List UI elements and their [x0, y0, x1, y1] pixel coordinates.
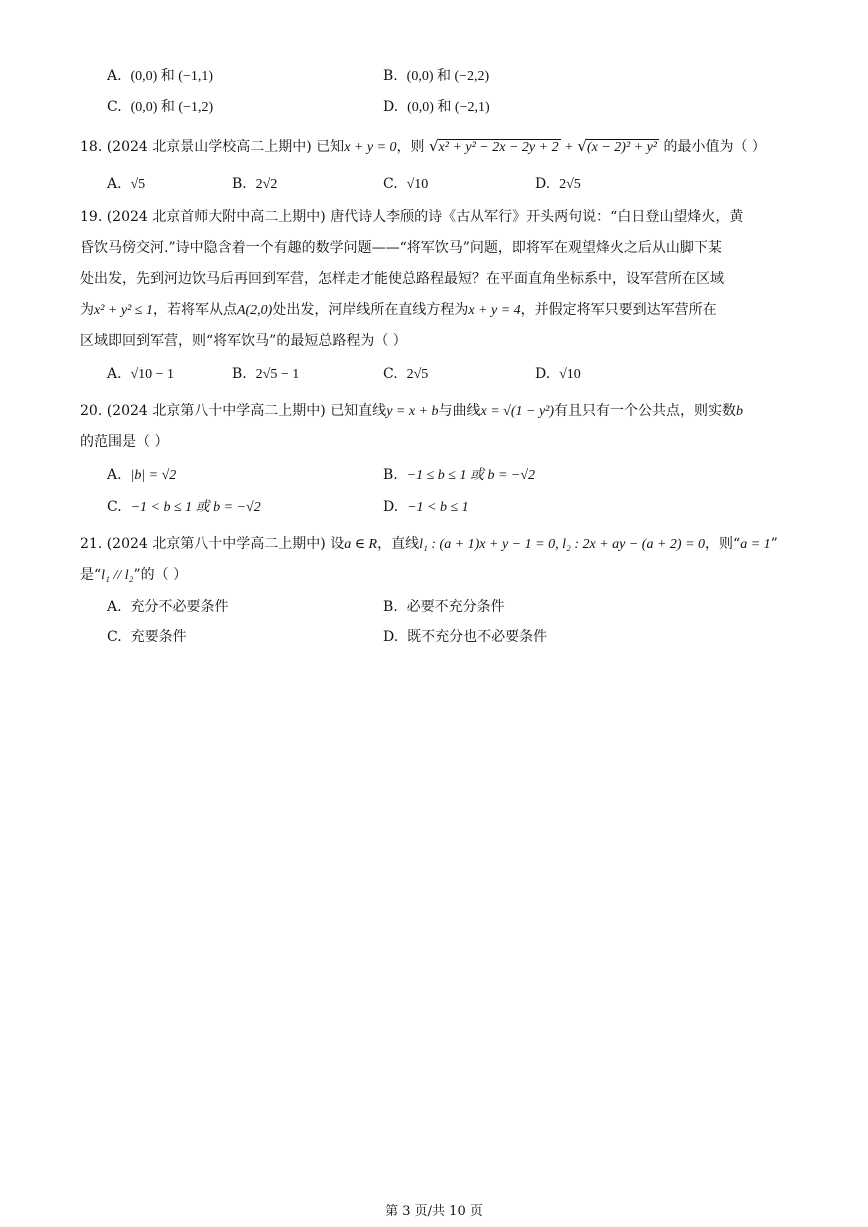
q21-option-b: B. 必要不充分条件 [383, 599, 505, 615]
q17-option-d: D. (0,0) 和 (−2,1) [383, 99, 490, 115]
q20-option-d: D. −1 < b ≤ 1 [383, 499, 469, 515]
question-source: (2024 北京首师大附中高二上期中) [106, 209, 326, 225]
q20-stem-line-2: 的范围是（ ） [80, 434, 169, 450]
q21-option-c: C. 充要条件 [107, 629, 187, 645]
q19-option-a: A. √10 − 1 [107, 366, 175, 382]
q19-option-c: C. 2√5 [383, 366, 429, 382]
q18-option-d: D. 2√5 [535, 176, 581, 192]
q18-option-a: A. √5 [107, 176, 146, 192]
q19-stem-line-3: 处出发，先到河边饮马后再回到军营，怎样走才能使总路程最短？在平面直角坐标系中，设军营所在区域 [80, 271, 724, 287]
question-number: 20. [80, 403, 103, 419]
q19-stem-line-2: 昏饮马傍交河.”诗中隐含着一个有趣的数学问题——“将军饮马”问题，即将军在观望烽火之后从山脚下某 [80, 240, 722, 256]
q17-option-c: C. (0,0) 和 (−1,2) [107, 99, 214, 115]
question-number: 18. [80, 139, 103, 155]
question-source: (2024 北京第八十中学高二上期中) [106, 536, 326, 552]
q19-stem-line-5: 区域即回到军营，则“将军饮马”的最短总路程为（ ） [80, 333, 407, 349]
q18-option-b: B. 2√2 [232, 176, 278, 192]
q18-stem: 18. (2024 北京景山学校高二上期中) 已知x + y = 0，则 √x² + y² − 2x − 2y + 2 + √(x − 2)² + y² 的最小值为（ ） [80, 137, 766, 155]
q21-stem-line-1: 21. (2024 北京第八十中学高二上期中) 设a ∈ R，直线l₁ : (a + 1)x + y − 1 = 0, l₂ : 2x + ay − (a + 2) = 0，则“a = 1” [80, 536, 778, 552]
q17-option-b: B. (0,0) 和 (−2,2) [383, 68, 490, 84]
q20-option-a: A. |b| = √2 [107, 467, 177, 483]
q21-option-a: A. 充分不必要条件 [107, 599, 229, 615]
q19-stem-line-4: 为x² + y² ≤ 1，若将军从点A(2,0)处出发，河岸线所在直线方程为x + y = 4，并假定将军只要到达军营所在 [80, 302, 717, 318]
question-source: (2024 北京第八十中学高二上期中) [106, 403, 326, 419]
q19-option-d: D. √10 [535, 366, 581, 382]
q18-option-c: C. √10 [383, 176, 429, 192]
question-number: 21. [80, 536, 103, 552]
q21-stem-line-2: 是“l₁ // l₂”的（ ） [80, 567, 188, 583]
page-number-footer: 第 3 页/共 10 页 [385, 1204, 483, 1219]
question-number: 19. [80, 209, 103, 225]
q20-option-b: B. −1 ≤ b ≤ 1 或 b = −√2 [383, 467, 536, 483]
q20-stem-line-1: 20. (2024 北京第八十中学高二上期中) 已知直线y = x + b与曲线x = √(1 − y²)有且只有一个公共点，则实数b [80, 403, 744, 419]
question-source: (2024 北京景山学校高二上期中) [106, 139, 312, 155]
q19-stem-line-1: 19. (2024 北京首师大附中高二上期中) 唐代诗人李颀的诗《古从军行》开头两句说：“白日登山望烽火，黄 [80, 209, 744, 225]
q21-option-d: D. 既不充分也不必要条件 [383, 629, 548, 645]
q17-option-a: A. (0,0) 和 (−1,1) [107, 68, 214, 84]
q20-option-c: C. −1 < b ≤ 1 或 b = −√2 [107, 499, 261, 515]
q19-option-b: B. 2√5 − 1 [232, 366, 300, 382]
